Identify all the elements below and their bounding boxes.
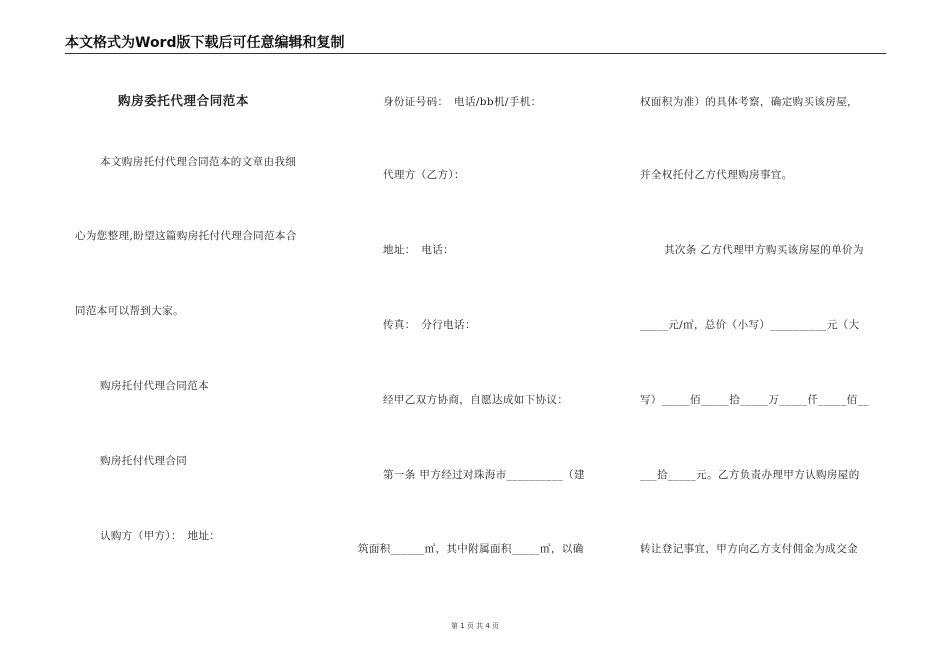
paragraph-line: 经甲乙双方协商，自愿达成如下协议：	[383, 394, 569, 406]
document-title: 购房委托代理合同范本	[118, 93, 250, 108]
paragraph-line: _____元/㎡，总价（小写）__________元（大	[640, 319, 860, 331]
section-heading: 购房托付代理合同范本	[100, 380, 209, 392]
paragraph-line: 传真： 分行电话：	[383, 319, 476, 331]
paragraph-line: 认购方（甲方）： 地址：	[100, 530, 221, 542]
paragraph-line: 筑面积______㎡，其中附属面积_____㎡，以确	[358, 543, 584, 555]
page-number: 第 1 页 共 4 页	[450, 622, 500, 630]
paragraph-line: 其次条 乙方代理甲方购买该房屋的单价为	[664, 244, 864, 256]
paragraph-line: 同范本可以帮到大家。	[75, 305, 184, 317]
paragraph-line: 权面积为准）的具体考察，确定购买该房屋，	[640, 96, 858, 108]
paragraph-line: 并全权托付乙方代理购房事宜。	[640, 169, 793, 181]
paragraph-line: 转让登记事宜，甲方向乙方支付佣金为成交金	[640, 543, 858, 555]
paragraph-line: 第一条 甲方经过对珠海市__________（建	[383, 469, 585, 481]
paragraph-line: 本文购房托付代理合同范本的文章由我细	[100, 156, 297, 168]
header-divider	[65, 53, 886, 54]
paragraph-line: 写）_____佰_____拾_____万_____仟_____佰__	[640, 394, 869, 406]
paragraph-line: 心为您整理,盼望这篇购房托付代理合同范本合	[75, 230, 297, 242]
section-heading: 购房托付代理合同	[100, 455, 188, 467]
paragraph-line: 代理方（乙方）：	[383, 169, 465, 181]
download-banner: 本文格式为Word版下载后可任意编辑和复制	[65, 35, 345, 51]
paragraph-line: 地址： 电话：	[383, 244, 455, 256]
paragraph-line: ___拾_____元。乙方负责办理甲方认购房屋的	[640, 469, 860, 481]
paragraph-line: 身份证号码： 电话/bb机/手机：	[383, 96, 542, 108]
